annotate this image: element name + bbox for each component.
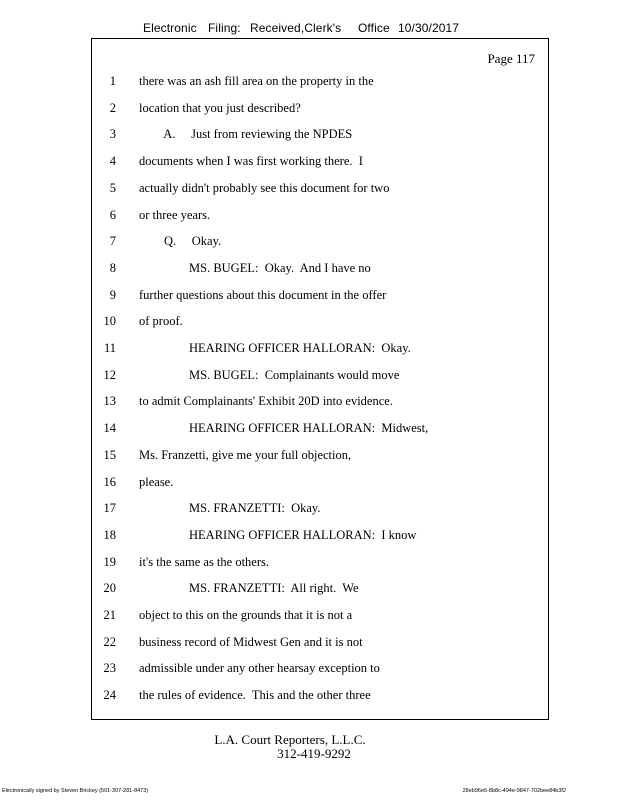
line-text: HEARING OFFICER HALLORAN: I know: [139, 527, 417, 542]
document-hash: 28eb96e6-8b8c-494e-9847-702bee84b3f2: [462, 788, 566, 794]
filing-header-received: Received,Clerk's: [250, 21, 342, 35]
line-text: location that you just described?: [139, 100, 301, 115]
transcript-line: [92, 499, 548, 517]
line-number: 10: [103, 314, 116, 329]
line-text: A. Just from reviewing the NPDES: [139, 127, 353, 142]
line-text: object to this on the grounds that it is not a: [139, 608, 353, 622]
footer-reporter: L.A. Court Reporters, L.L.C.: [214, 732, 366, 747]
transcript-line: [92, 259, 548, 277]
transcript-line: [92, 553, 548, 571]
transcript-line: [92, 286, 548, 304]
line-number: 14: [103, 421, 116, 436]
line-text: MS. FRANZETTI: All right. We: [139, 581, 359, 596]
line-text: actually didn't probably see this document for two: [139, 180, 390, 195]
line-text: please.: [139, 474, 174, 489]
transcript-line: [92, 125, 548, 143]
line-number: 20: [103, 581, 116, 596]
line-text: MS. BUGEL: Complainants would move: [139, 367, 400, 382]
transcript-line: [92, 606, 548, 624]
transcript-line: [92, 99, 548, 117]
line-text: or three years.: [139, 207, 211, 222]
transcript-line: [92, 446, 548, 464]
line-text: of proof.: [139, 314, 183, 329]
line-text: business record of Midwest Gen and it is not: [139, 634, 363, 649]
transcript-line: [92, 633, 548, 651]
footer-phone: 312-419-9292: [277, 746, 351, 761]
transcript-line: [92, 232, 548, 250]
line-number: 12: [103, 367, 116, 382]
line-number: 7: [109, 234, 116, 249]
line-text: Ms. Franzetti, give me your full objection,: [139, 447, 352, 462]
transcript-line: [92, 339, 548, 357]
electronic-signature: Electronically signed by Steven Brickey (501-307-281-8473): [2, 788, 149, 794]
line-text: MS. BUGEL: Okay. And I have no: [139, 260, 371, 275]
line-number: 19: [103, 554, 116, 569]
line-number: 22: [103, 634, 116, 649]
transcript-line: [92, 473, 548, 491]
transcript-line: [92, 579, 548, 597]
transcript-line: [92, 206, 548, 224]
transcript-line: [92, 179, 548, 197]
transcript-line: [92, 152, 548, 170]
line-text: HEARING OFFICER HALLORAN: Okay.: [139, 341, 411, 355]
line-text: HEARING OFFICER HALLORAN: Midwest,: [139, 421, 429, 436]
filing-header-filing: Filing:: [208, 21, 241, 35]
transcript-line: [92, 659, 548, 677]
line-number: 3: [109, 127, 116, 142]
line-text: further questions about this document in the offer: [139, 287, 387, 302]
line-number: 18: [103, 527, 116, 542]
transcript-page: [91, 38, 549, 720]
line-number: 4: [109, 154, 116, 169]
line-number: 13: [103, 394, 116, 409]
transcript-line: [92, 526, 548, 544]
page-number: Page 117: [487, 51, 535, 66]
line-text: admissible under any other hearsay exception to: [139, 661, 380, 676]
line-text: it's the same as the others.: [139, 554, 269, 569]
filing-header-electronic: Electronic: [143, 21, 197, 35]
line-number: 16: [103, 474, 116, 489]
line-number: 5: [109, 180, 116, 195]
line-number: 15: [103, 447, 116, 462]
line-number: 23: [103, 661, 116, 676]
filing-header-date: 10/30/2017: [398, 21, 460, 35]
line-number: 24: [103, 688, 116, 703]
transcript-line: [92, 419, 548, 437]
line-number: 8: [109, 260, 116, 275]
line-text: documents when I was first working there. I: [139, 154, 363, 169]
transcript-line: [92, 72, 548, 90]
transcript-line: [92, 366, 548, 384]
transcript-line: [92, 686, 548, 704]
line-number: 2: [109, 100, 116, 115]
line-number: 1: [109, 74, 116, 88]
line-text: the rules of evidence. This and the other three: [139, 688, 371, 703]
line-text: there was an ash fill area on the property in the: [139, 74, 374, 88]
transcript-line: [92, 312, 548, 330]
line-number: 17: [103, 501, 116, 516]
line-text: to admit Complainants' Exhibit 20D into evidence.: [139, 394, 393, 409]
transcript-line: [92, 392, 548, 410]
filing-header: [143, 21, 459, 35]
line-number: 21: [103, 608, 116, 622]
filing-header-office: Office: [358, 21, 390, 35]
line-number: 6: [109, 207, 116, 222]
line-number: 11: [103, 341, 116, 355]
line-text: Q. Okay.: [139, 234, 222, 249]
line-number: 9: [109, 287, 116, 302]
line-text: MS. FRANZETTI: Okay.: [139, 501, 321, 516]
